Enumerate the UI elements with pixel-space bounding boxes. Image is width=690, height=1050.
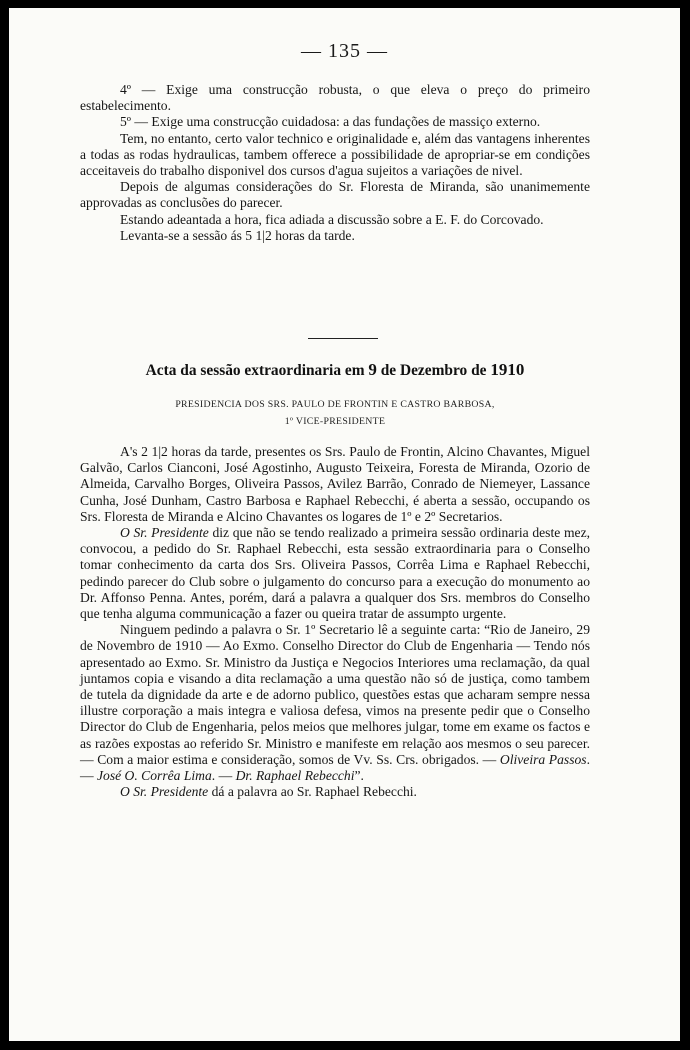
paragraph-attendance: A's 2 1|2 horas da tarde, presentes os Srs. Paulo de Frontin, Alcino Chavantes, Miguel Galvão, Carlos Cianconi, José Agostinho, Augusto Teixeira, Foresta de Miranda, Ozorio de Almeida, Carvalho Borges, Oliveira Passos, Avilez Barrão, Conrado de Niemeyer, Lassance Cunha, José Dunham, Castro Barbosa e Raphael Rebecchi, é aberta a sessão, occupando os Srs. Floresta de Miranda e Alcino Chavantes os logares de 1º e 2º Secretarios.	[80, 444, 590, 524]
page-number: — 135 —	[301, 40, 388, 62]
separator: . —	[80, 751, 590, 784]
letter-end: ”.	[354, 768, 364, 784]
vice-president-line: 1º VICE-PRESIDENTE	[284, 416, 386, 427]
paragraph-text: diz que não se tendo realizado a primeira sessão ordinaria deste mez, convocou, a pedido do Sr. Raphael Rebecchi, esta sessão extraordinaria para o Conselho tomar conhecimento da carta dos Srs. Oliveira Passos, Corrêa Lima e Raphael Rebecchi, pedindo parecer do Club sobre o julgamento do concurso para a execução do monumento ao Dr. Affonso Penna. Antes, porém, dará a palavra a qualquer dos Srs. membros do Conselho que tenha alguma communicação a fazer ou queira tratar de assumpto urgente.	[80, 525, 590, 622]
paragraph: Tem, no entanto, certo valor technico e originalidade e, além das vantagens inherentes a todas as rodas hydraulicas, tambem offerece a possibilidade de apropriar-se em condições acceitaveis do trabalho disponivel dos cursos d'agua sujeitos a variações de nivel.	[80, 130, 590, 179]
speaker: O Sr. Presidente	[120, 784, 209, 800]
previous-minutes-text	[80, 82, 590, 244]
paragraph: 5º — Exige uma construcção cuidadosa: a das fundações de massiço externo.	[120, 114, 541, 130]
signature: Oliveira Passos	[499, 751, 587, 767]
signature: Dr. Raphael Rebecchi	[235, 768, 355, 784]
paragraph: Estando adeantada a hora, fica adiada a discussão sobre a E. F. do Corcovado.	[120, 211, 544, 227]
section-divider	[308, 338, 378, 339]
page	[9, 8, 680, 1041]
presidency-line: PRESIDENCIA DOS SRS. PAULO DE FRONTIN E CASTRO BARBOSA,	[175, 399, 495, 410]
separator: . —	[211, 768, 236, 784]
paragraph-president-floor	[80, 784, 590, 800]
paragraph-president	[80, 525, 590, 622]
heading-prefix: Acta da sessão extraordinaria em	[145, 362, 365, 379]
paragraph: 4º — Exige uma construcção robusta, o que eleva o preço do primeiro estabelecimento.	[80, 82, 590, 114]
paragraph: Levanta-se a sessão ás 5 1|2 horas da tarde.	[120, 227, 355, 243]
speaker: O Sr. Presidente	[120, 525, 209, 541]
paragraph-letter	[80, 622, 590, 784]
signature: José O. Corrêa Lima	[97, 768, 212, 784]
section-heading	[80, 360, 590, 380]
heading-middle: de Dezembro de	[380, 362, 487, 379]
paragraph: Depois de algumas considerações do Sr. Floresta de Miranda, são unanimemente approvadas as conclusões do parecer.	[80, 179, 590, 211]
heading-day: 9	[368, 360, 377, 379]
extraordinary-session-text	[80, 444, 590, 800]
letter-text: Ninguem pedindo a palavra o Sr. 1º Secretario lê a seguinte carta: “Rio de Janeiro, 29 de Novembro de 1910 — Ao Exmo. Conselho Director do Club de Engenharia — Tendo nós apresentado ao Exmo. Sr. Ministro da Justiça e Negocios Interiores uma reclamação, da qual juntamos copia e visando a dita reclamação a uma questão não só de justiça, como tambem de tutela da dignidade da arte e de adorno publico, questões estas que acharam sempre nessa illustre corporação a mais integra e valiosa defesa, vimos na presente pedir que o Conselho Director do Club de Engenharia, pelos meios que melhores julgar, tome em exame os factos e as razões expostas ao referido Sr. Ministro e manifeste em relação aos mesmos o seu parecer. — Com a maior estima e consideração, somos de Vv. Ss. Crs. obrigados. —	[80, 622, 590, 767]
paragraph-text: dá a palavra ao Sr. Raphael Rebecchi.	[208, 784, 417, 800]
heading-year: 1910	[490, 360, 525, 379]
